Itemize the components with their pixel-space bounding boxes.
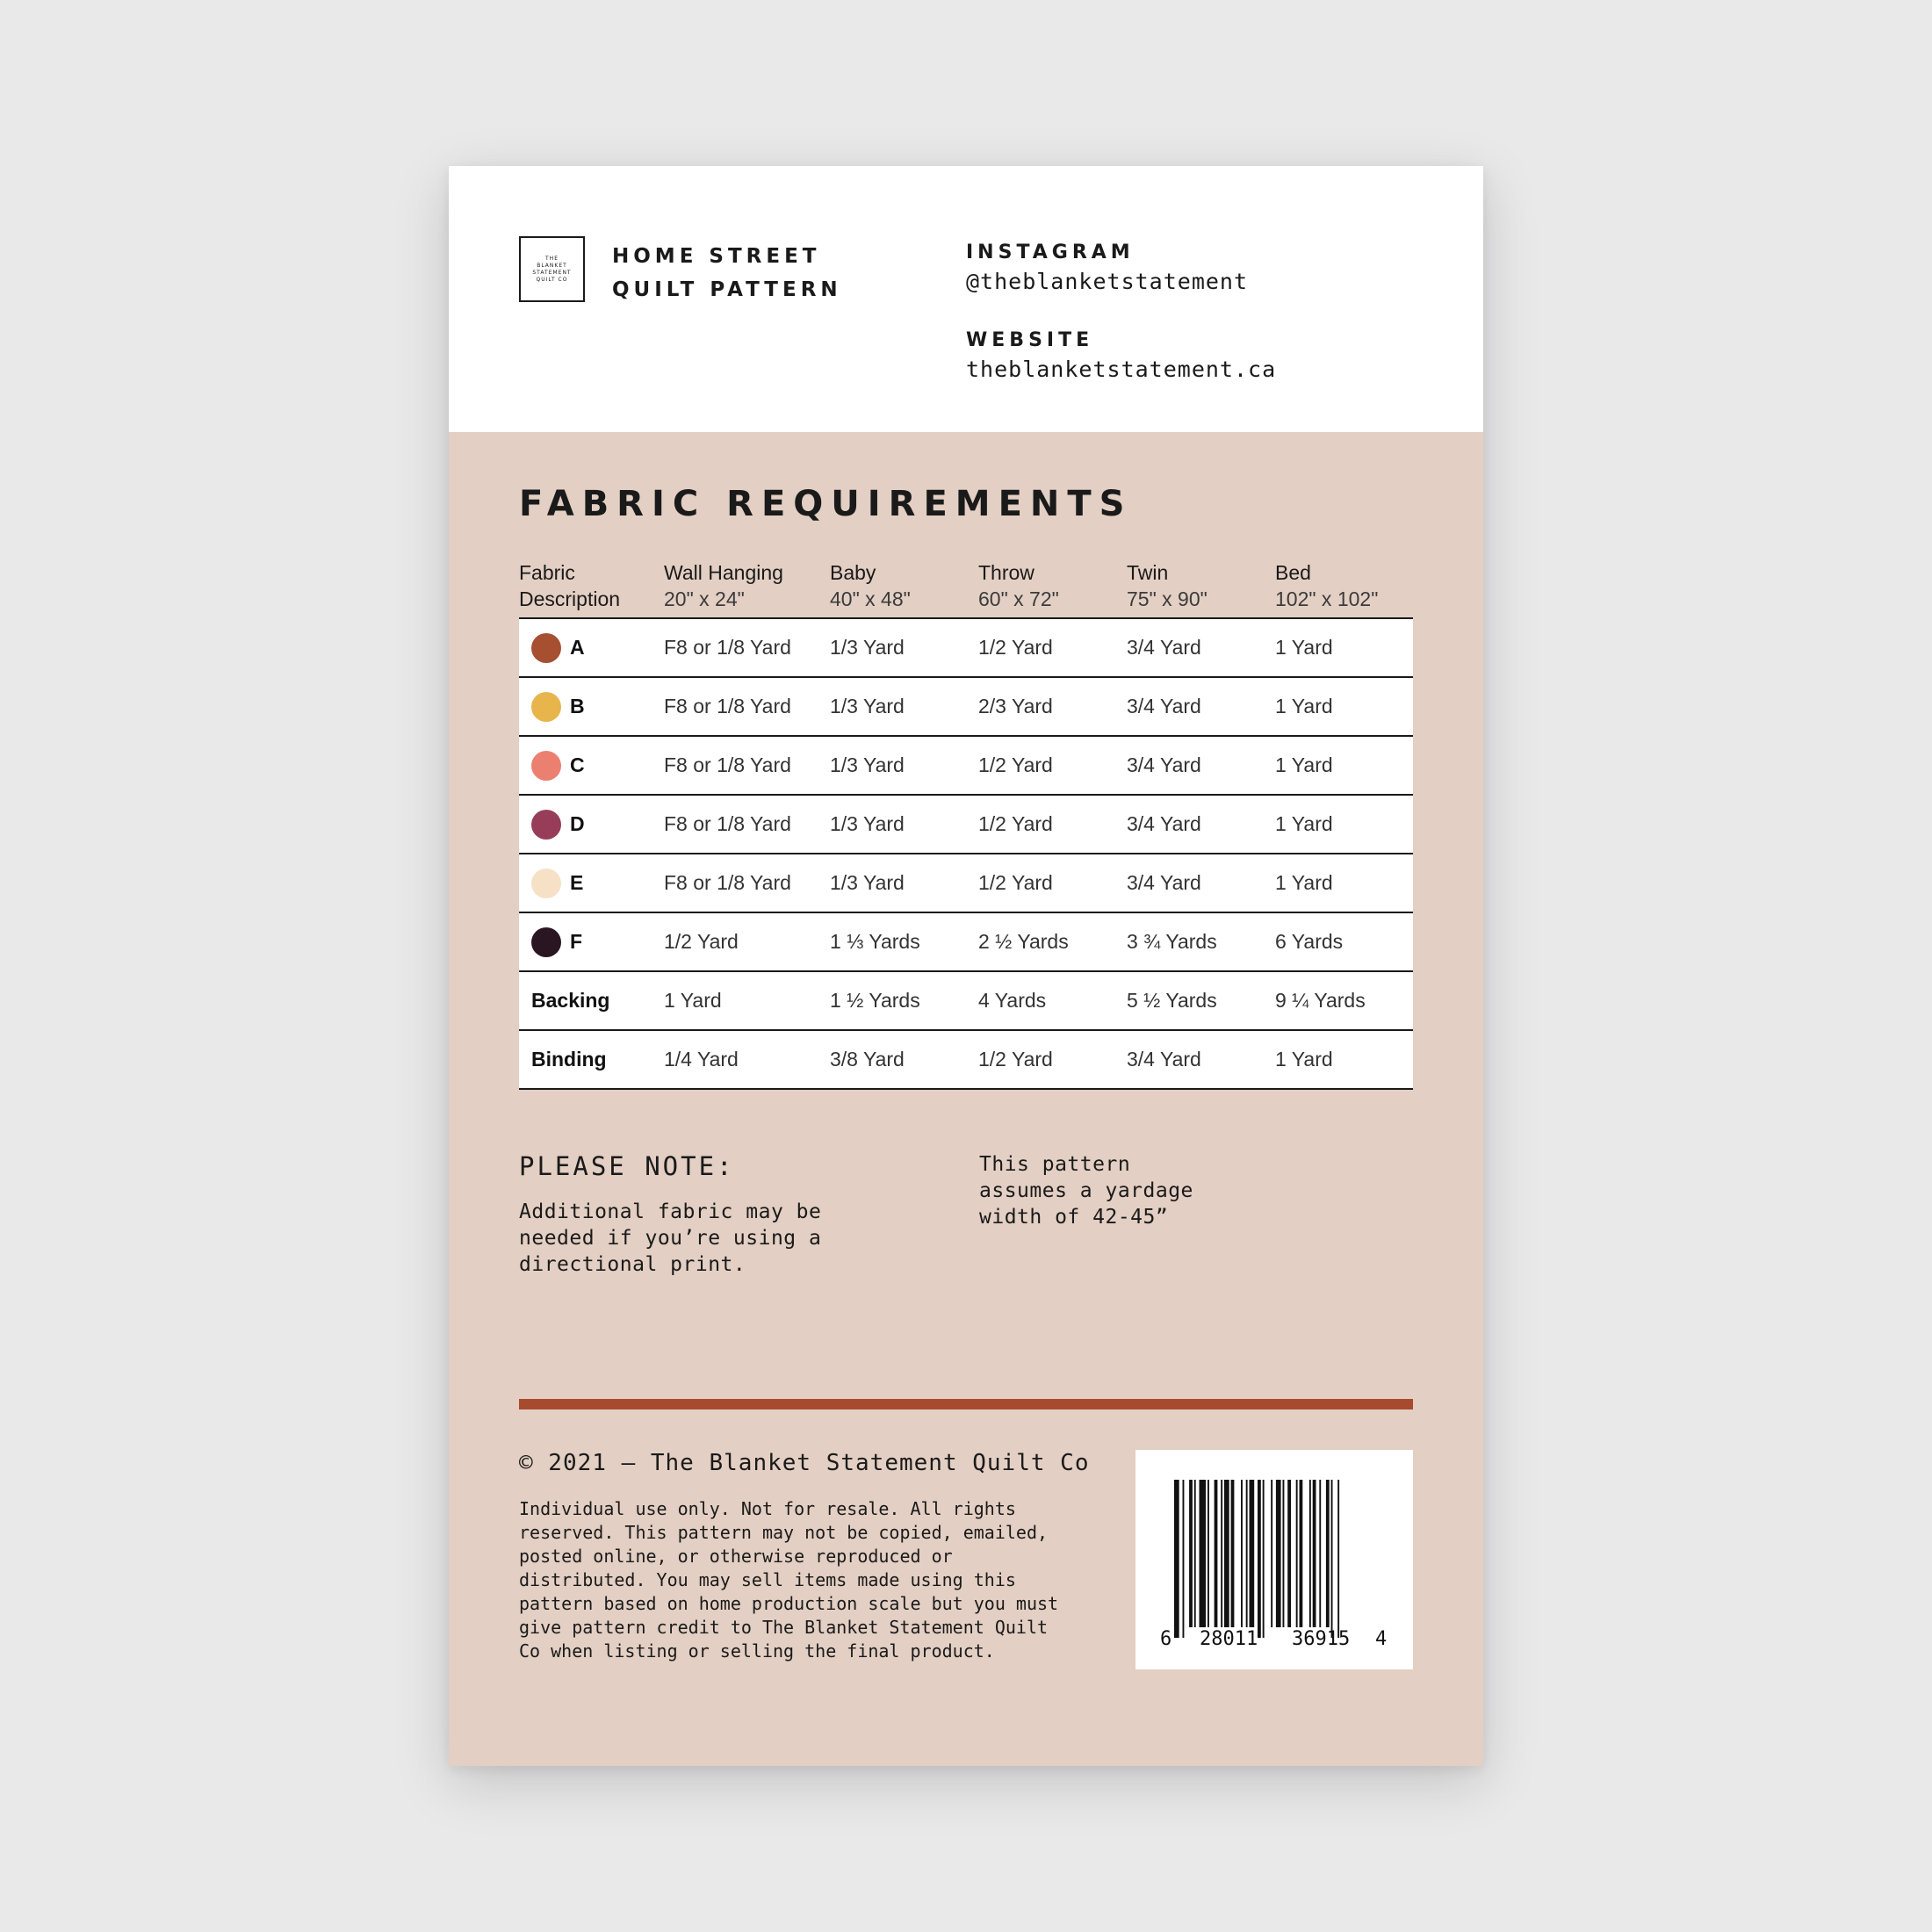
barcode-bar bbox=[1250, 1480, 1255, 1627]
yardage-cell: 1 Yard bbox=[1275, 695, 1333, 717]
column-header-size: 75" x 90" bbox=[1127, 588, 1208, 610]
column-header-fabric bbox=[519, 559, 620, 612]
barcode-bar bbox=[1241, 1480, 1243, 1627]
note-body: Additional fabric may be needed if you’re using a directional print. bbox=[519, 1200, 822, 1276]
fabric-swatch-icon bbox=[531, 751, 561, 781]
website-link[interactable]: theblanketstatement.ca bbox=[966, 357, 1277, 382]
yardage-cell: 3 ¾ Yards bbox=[1127, 930, 1217, 953]
pattern-title-line: HOME STREET bbox=[612, 245, 821, 268]
column-header-baby bbox=[830, 559, 911, 612]
yardage-cell: 1/3 Yard bbox=[830, 871, 905, 894]
barcode-bar bbox=[1221, 1480, 1222, 1627]
barcode-graphic bbox=[1135, 1450, 1413, 1669]
column-header-size: 102" x 102" bbox=[1275, 588, 1379, 610]
barcode-bar bbox=[1276, 1480, 1281, 1627]
table-row bbox=[519, 737, 1413, 796]
barcode-digit: 36915 bbox=[1292, 1628, 1351, 1650]
yardage-cell: 3/4 Yard bbox=[1127, 812, 1201, 835]
barcode-digit: 6 bbox=[1160, 1628, 1172, 1650]
legal-text: Individual use only. Not for resale. All rights reserved. This pattern may not be copied, emailed, posted online, or otherwise reproduced or distributed. You may sell items made using this pattern based on home production scale but you must give pattern credit to The Blanket Statement Quilt Co when listing or selling the final product. bbox=[519, 1498, 1059, 1662]
pattern-title bbox=[612, 240, 842, 306]
yardage-cell: 1 Yard bbox=[1275, 636, 1333, 659]
fabric-swatch-icon bbox=[531, 927, 561, 957]
barcode-bar bbox=[1258, 1480, 1261, 1638]
barcode-bar bbox=[1300, 1480, 1303, 1627]
yardage-cell: 1 Yard bbox=[1275, 871, 1333, 894]
yardage-cell: 4 Yards bbox=[978, 989, 1047, 1012]
fabric-label: C bbox=[570, 753, 585, 776]
yardage-cell: 5 ½ Yards bbox=[1127, 989, 1217, 1012]
instagram-label: INSTAGRAM bbox=[966, 242, 1135, 263]
yardage-cell: 2 ½ Yards bbox=[978, 930, 1069, 953]
fabric-cell bbox=[531, 1031, 607, 1088]
yardage-cell: 3/4 Yard bbox=[1127, 871, 1201, 894]
fabric-label: E bbox=[570, 871, 584, 894]
barcode-bar bbox=[1208, 1480, 1209, 1627]
barcode-bar bbox=[1283, 1480, 1285, 1627]
yardage-cell: 1 Yard bbox=[1275, 1048, 1333, 1071]
table-header bbox=[519, 559, 1413, 617]
yardage-cell: 1 ⅓ Yards bbox=[830, 930, 920, 953]
copyright-line: © 2021 – The Blanket Statement Quilt Co bbox=[519, 1450, 1090, 1476]
column-header-twin bbox=[1127, 559, 1208, 612]
website-label: WEBSITE bbox=[966, 329, 1094, 351]
yardage-cell: 1/3 Yard bbox=[830, 695, 905, 717]
yardage-cell: 1/2 Yard bbox=[664, 930, 739, 953]
yardage-cell: F8 or 1/8 Yard bbox=[664, 871, 791, 894]
logo-text-line: STATEMENT bbox=[532, 269, 572, 276]
barcode-bars bbox=[1174, 1480, 1339, 1638]
yardage-cell: 1/2 Yard bbox=[978, 871, 1053, 894]
yardage-cell: 1/3 Yard bbox=[830, 812, 905, 835]
barcode-bar bbox=[1174, 1480, 1179, 1638]
yardage-cell: 3/4 Yard bbox=[1127, 636, 1201, 659]
barcode-bar bbox=[1313, 1480, 1316, 1627]
barcode-bar bbox=[1246, 1480, 1248, 1627]
fabric-swatch-icon bbox=[531, 869, 561, 898]
barcode-bar bbox=[1326, 1480, 1330, 1627]
table-row bbox=[519, 1031, 1413, 1090]
brand-logo bbox=[519, 236, 585, 302]
fabric-cell bbox=[531, 913, 582, 970]
yardage-cell: 1 Yard bbox=[664, 989, 722, 1012]
yardage-cell: 1/2 Yard bbox=[978, 812, 1053, 835]
barcode bbox=[1135, 1450, 1413, 1669]
yardage-cell: 1 Yard bbox=[1275, 812, 1333, 835]
barcode-bar bbox=[1337, 1480, 1339, 1638]
fabric-cell bbox=[531, 796, 585, 853]
yardage-cell: 1/2 Yard bbox=[978, 1048, 1053, 1071]
barcode-bar bbox=[1224, 1480, 1229, 1627]
instagram-contact bbox=[966, 240, 1248, 298]
pattern-title-line: QUILT PATTERN bbox=[612, 278, 842, 301]
yardage-cell: 3/8 Yard bbox=[830, 1048, 905, 1071]
barcode-bar bbox=[1215, 1480, 1218, 1627]
yardage-cell: 1/2 Yard bbox=[978, 753, 1053, 776]
yardage-cell: 3/4 Yard bbox=[1127, 753, 1201, 776]
fabric-requirements-heading: FABRIC REQUIREMENTS bbox=[519, 484, 1133, 524]
logo-text-line: THE bbox=[545, 255, 559, 262]
table-row bbox=[519, 972, 1413, 1031]
yardage-cell: 1 ½ Yards bbox=[830, 989, 920, 1012]
column-header-name: Fabric bbox=[519, 561, 575, 584]
fabric-label: B bbox=[570, 695, 585, 717]
yardage-cell: 1/2 Yard bbox=[978, 636, 1053, 659]
barcode-bar bbox=[1271, 1480, 1272, 1627]
fabric-swatch-icon bbox=[531, 633, 561, 663]
logo-text-line: BLANKET bbox=[537, 262, 567, 269]
fabric-cell bbox=[531, 619, 585, 676]
fabric-requirements-table bbox=[519, 559, 1413, 1071]
column-header-size: 60" x 72" bbox=[978, 588, 1059, 610]
column-header-name: Wall Hanging bbox=[664, 561, 783, 584]
note-heading: PLEASE NOTE: bbox=[519, 1151, 735, 1181]
fabric-cell bbox=[531, 854, 583, 912]
barcode-bar bbox=[1287, 1480, 1291, 1627]
barcode-bar bbox=[1296, 1480, 1298, 1627]
fabric-cell bbox=[531, 737, 585, 794]
fabric-swatch-icon bbox=[531, 692, 561, 722]
column-header-size: 20" x 24" bbox=[664, 588, 745, 610]
column-header-name: Baby bbox=[830, 561, 876, 584]
table-row bbox=[519, 913, 1413, 972]
yardage-cell: F8 or 1/8 Yard bbox=[664, 695, 791, 717]
column-header-name: Twin bbox=[1127, 561, 1169, 584]
fabric-cell bbox=[531, 972, 609, 1029]
table-row bbox=[519, 796, 1413, 854]
yardage-cell: 6 Yards bbox=[1275, 930, 1344, 953]
yardage-cell: 1 Yard bbox=[1275, 753, 1333, 776]
table-body bbox=[519, 617, 1413, 1090]
yardage-width-note: This pattern assumes a yardage width of 42-45” bbox=[979, 1153, 1193, 1229]
barcode-bar bbox=[1309, 1480, 1311, 1627]
accent-divider bbox=[519, 1399, 1413, 1409]
yardage-cell: F8 or 1/8 Yard bbox=[664, 753, 791, 776]
barcode-bar bbox=[1263, 1480, 1265, 1638]
logo-text-line: QUILT CO bbox=[536, 276, 568, 283]
instagram-handle[interactable]: @theblanketstatement bbox=[966, 269, 1249, 294]
yardage-cell: 1/4 Yard bbox=[664, 1048, 739, 1071]
yardage-cell: 2/3 Yard bbox=[978, 695, 1053, 717]
pattern-card bbox=[449, 166, 1483, 1766]
column-header-bed bbox=[1275, 559, 1378, 612]
barcode-bar bbox=[1189, 1480, 1193, 1627]
column-header-name: Throw bbox=[978, 561, 1034, 584]
yardage-cell: 1/3 Yard bbox=[830, 636, 905, 659]
fabric-label: F bbox=[570, 930, 583, 953]
fabric-cell bbox=[531, 678, 585, 735]
barcode-digit: 28011 bbox=[1200, 1628, 1258, 1650]
fabric-swatch-icon bbox=[531, 810, 561, 840]
column-header-wall-hanging bbox=[664, 559, 783, 612]
table-row bbox=[519, 854, 1413, 913]
table-row bbox=[519, 619, 1413, 678]
table-row bbox=[519, 678, 1413, 737]
column-header-throw bbox=[978, 559, 1059, 612]
barcode-bar bbox=[1183, 1480, 1185, 1638]
barcode-bar bbox=[1231, 1480, 1235, 1627]
yardage-cell: 1/3 Yard bbox=[830, 753, 905, 776]
barcode-bar bbox=[1200, 1480, 1207, 1627]
website-contact bbox=[966, 328, 1276, 386]
yardage-cell: 3/4 Yard bbox=[1127, 1048, 1201, 1071]
barcode-bar bbox=[1319, 1480, 1321, 1627]
column-header-size: 40" x 48" bbox=[830, 588, 911, 610]
column-header-sub: Description bbox=[519, 588, 621, 610]
yardage-cell: F8 or 1/8 Yard bbox=[664, 812, 791, 835]
card-header bbox=[449, 166, 1483, 432]
fabric-label: Binding bbox=[531, 1048, 607, 1071]
fabric-label: Backing bbox=[531, 989, 610, 1012]
barcode-digit: 4 bbox=[1375, 1628, 1388, 1650]
yardage-cell: 9 ¼ Yards bbox=[1275, 989, 1366, 1012]
barcode-bar bbox=[1194, 1480, 1196, 1627]
fabric-label: A bbox=[570, 636, 585, 659]
fabric-label: D bbox=[570, 812, 585, 835]
barcode-bar bbox=[1331, 1480, 1333, 1638]
yardage-cell: F8 or 1/8 Yard bbox=[664, 636, 791, 659]
column-header-name: Bed bbox=[1275, 561, 1311, 584]
yardage-cell: 3/4 Yard bbox=[1127, 695, 1201, 717]
